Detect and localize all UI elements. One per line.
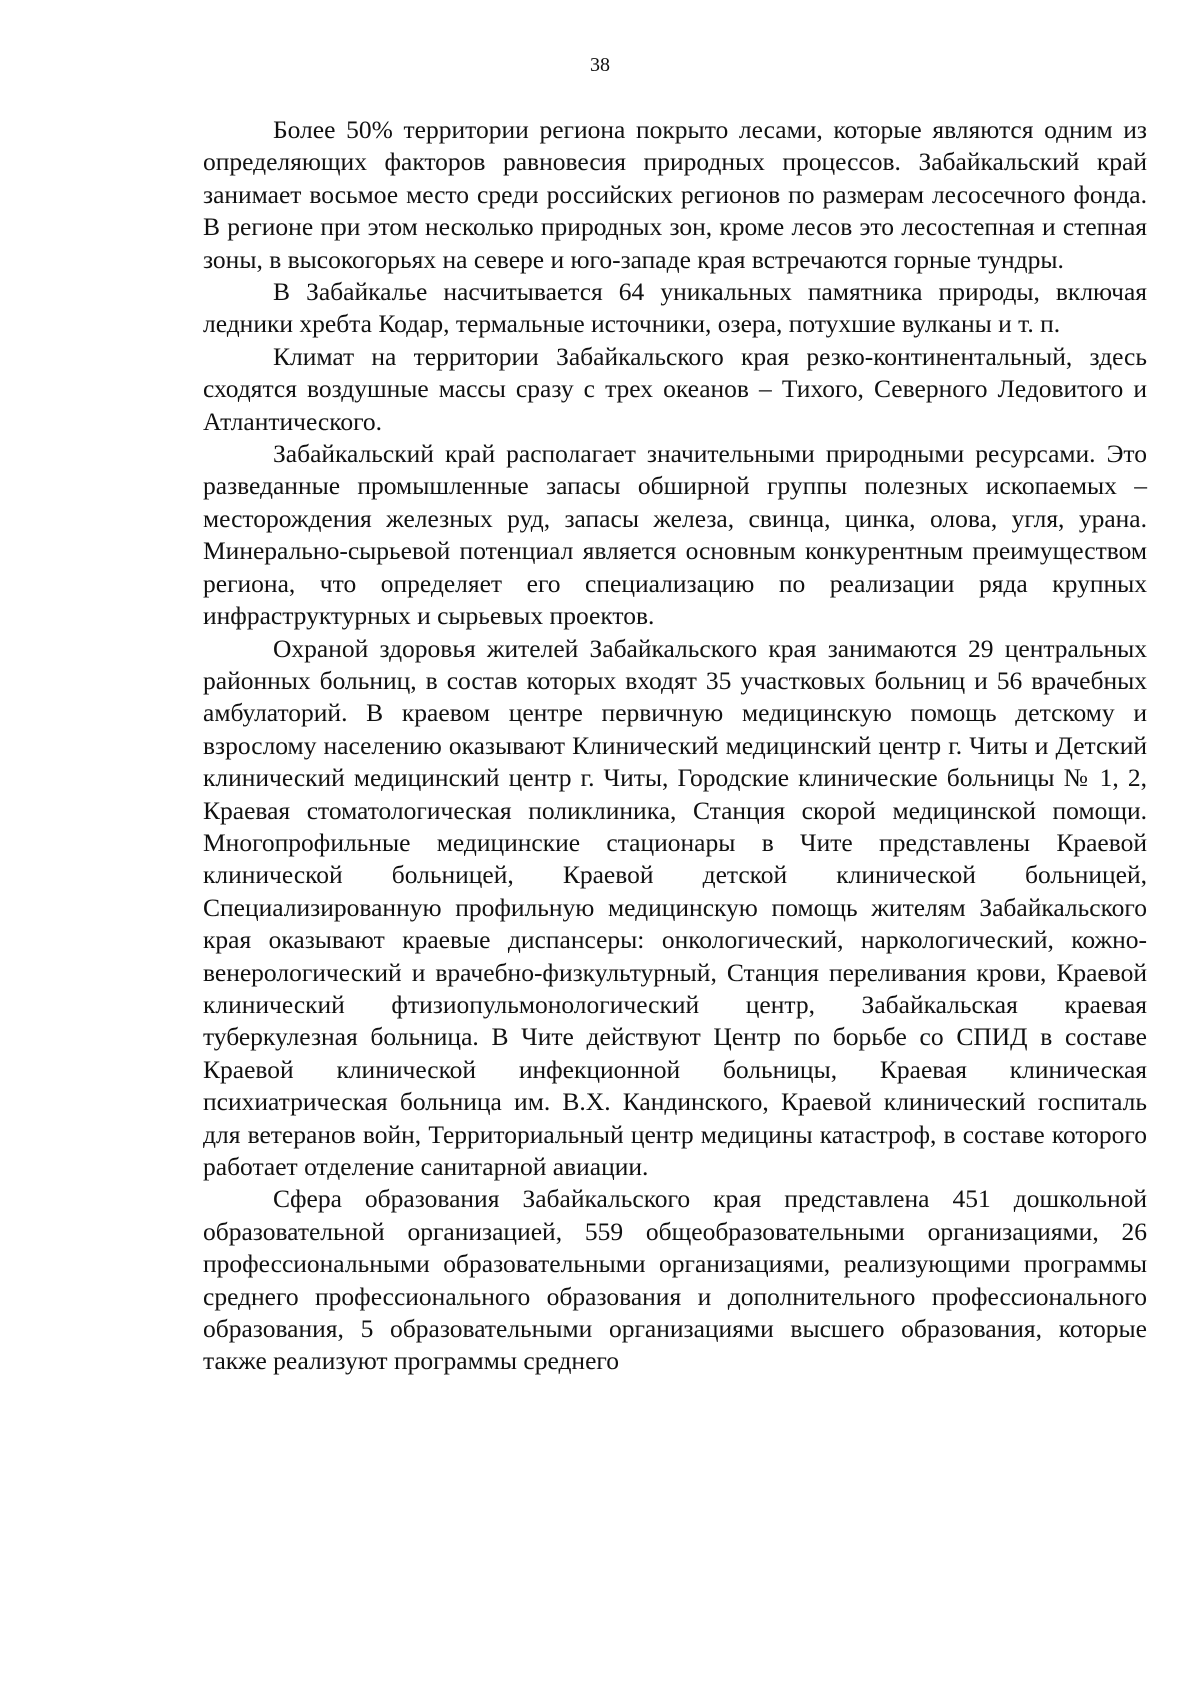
document-body bbox=[203, 114, 1147, 1378]
paragraph-nature-monuments: В Забайкалье насчитывается 64 уникальных памятника природы, включая ледники хребта Кодар, термальные источники, озера, потухшие вулканы и т. п. bbox=[203, 277, 1147, 339]
paragraph-forests: Более 50% территории региона покрыто лесами, которые являются одним из определяющих факторов равновесия природных процессов. Забайкальский край занимает восьмое место среди российских регионов по размерам лесосечного фонда. В регионе при этом несколько природных зон, кроме лесов это лесостепная и степная зоны, в высокогорьях на севере и юго-западе края встречаются горные тундры. bbox=[203, 115, 1147, 274]
paragraph-climate: Климат на территории Забайкальского края резко-континентальный, здесь сходятся воздушные массы сразу с трех океанов – Тихого, Северного Ледовитого и Атлантического. bbox=[203, 341, 1147, 436]
paragraph-healthcare: Охраной здоровья жителей Забайкальского края занимаются 29 центральных районных больниц, в состав которых входят 35 участковых больниц и 56 врачебных амбулаторий. В краевом центре первичную медицинскую помощь детскому и взрослому населению оказывают Клинический медицинский центр г. Читы и Детский клинический медицинский центр г. Читы, Городские клинические больницы № 1, 2, Краевая стоматологическая поликлиника, Станция скорой медицинской помощи. Многопрофильные медицинские стационары в Чите представлены Краевой клинической больницей, Краевой детской клинической больницей, Специализированную профильную медицинскую помощь жителям Забайкальского края оказывают краевые диспансеры: онкологический, наркологический, кожно-венерологический и врачебно-физкультурный, Станция переливания крови, Краевой клинический фтизиопульмонологический центр, Забайкальская краевая туберкулезная больница. В Чите действуют Центр по борьбе со СПИД в составе Краевой клинической инфекционной больницы, Краевая клиническая психиатрическая больница им. В.Х. Кандинского, Краевой клинический госпиталь для ветеранов войн, Территориальный центр медицины катастроф, в составе которого работает отделение санитарной авиации. bbox=[203, 633, 1147, 1181]
page-number: 38 bbox=[590, 54, 610, 76]
paragraph-natural-resources: Забайкальский край располагает значительными природными ресурсами. Это разведанные промышленные запасы обширной группы полезных ископаемых – месторождения железных руд, запасы железа, свинца, цинка, олова, угля, урана. Минерально-сырьевой потенциал является основным конкурентным преимуществом региона, что определяет его специализацию по реализации ряда крупных инфраструктурных и сырьевых проектов. bbox=[203, 439, 1147, 631]
paragraph-education: Сфера образования Забайкальского края представлена 451 дошкольной образовательной организацией, 559 общеобразовательными организациями, 26 профессиональными образовательными организациями, реализующими программы среднего профессионального образования и дополнительного профессионального образования, 5 образовательными организациями высшего образования, которые также реализуют программы среднего bbox=[203, 1184, 1147, 1376]
